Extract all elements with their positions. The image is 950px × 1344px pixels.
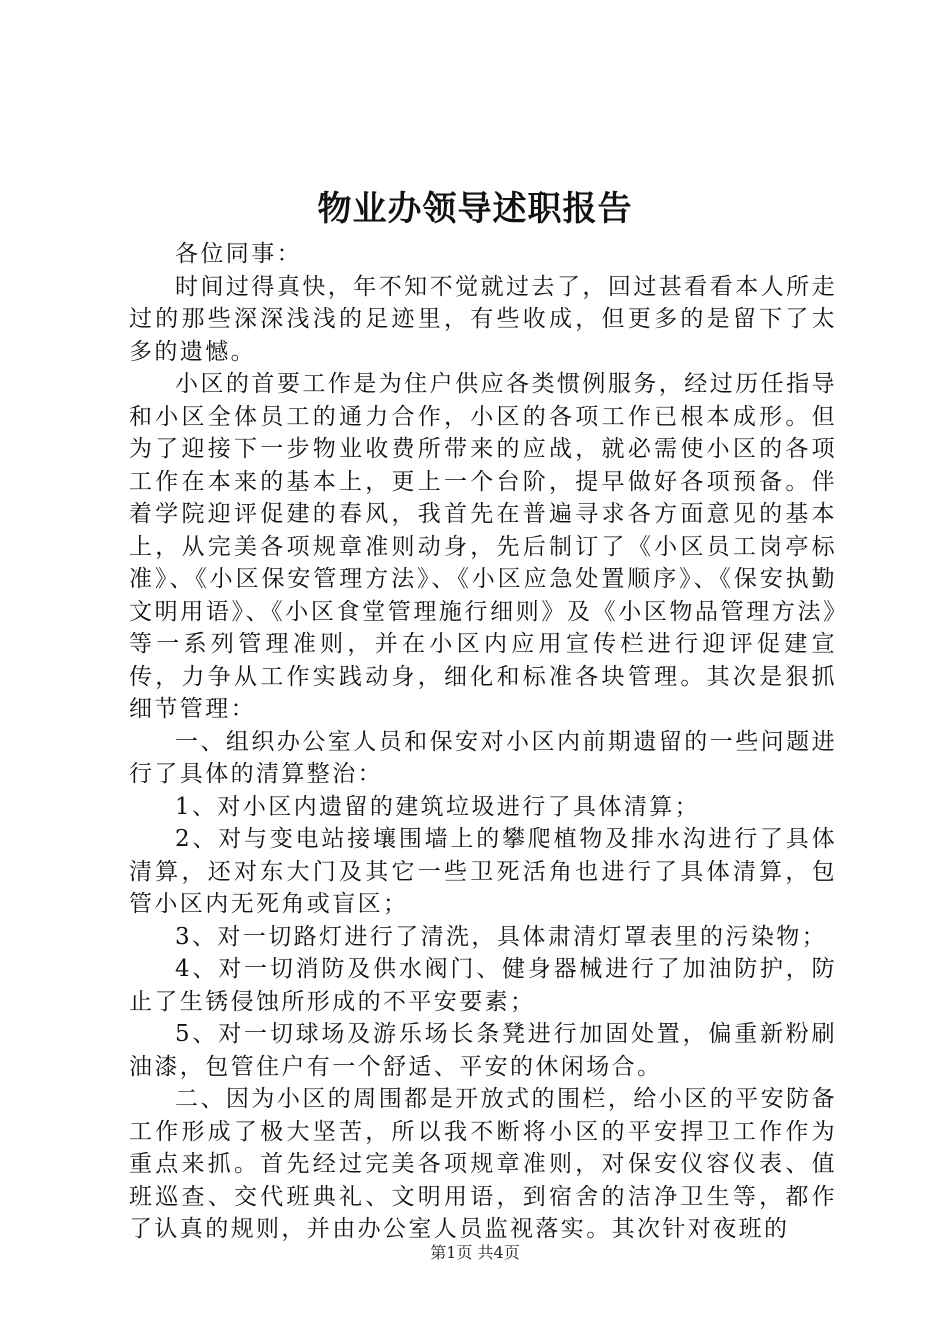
page-number-footer: 第1页 共4页 (430, 1243, 520, 1262)
list-item-1: 1、对小区内遗留的建筑垃圾进行了具体清算； (175, 793, 701, 820)
paragraph-intro: 时间过得真快，年不知不觉就过去了，回过甚看看本人所走过的那些深深浅浅的足迹里，有些收成，但更多的是留下了太多的遗憾。 (129, 273, 837, 365)
list-item-5: 5、对一切球场及游乐场长条凳进行加固处置，偏重新粉刷油漆，包管住户有一个舒适、平安的休闲场合。 (129, 1021, 837, 1080)
paragraph-main-work: 小区的首要工作是为住户供应各类惯例服务，经过历任指导和小区全体员工的通力合作，小区的各项工作已根本成形。但为了迎接下一步物业收费所带来的应战，就必需使小区的各项工作在本来的基本上，更上一个台阶，提早做好各项预备。伴着学院迎评促建的春风，我首先在普遍寻求各方面意见的基本上，从完美各项规章准则动身，先后制订了《小区员工岗亭标准》、《小区保安管理方法》、《小区应急处置顺序》、《保安执勤文明用语》、《小区食堂管理施行细则》及《小区物品管理方法》等一系列管理准则，并在小区内应用宣传栏进行迎评促建宣传，力争从工作实践动身，细化和标准各块管理。其次是狠抓细节管理： (129, 371, 837, 722)
list-item-2: 2、对与变电站接壤围墙上的攀爬植物及排水沟进行了具体清算，还对东大门及其它一些卫死活角也进行了具体清算，包管小区内无死角或盲区； (129, 826, 837, 917)
paragraph-section-one: 一、组织办公室人员和保安对小区内前期遗留的一些问题进行了具体的清算整治： (129, 728, 837, 787)
document-title: 物业办领导述职报告 (317, 189, 633, 229)
paragraph-greeting: 各位同事： (175, 241, 302, 267)
document-body (129, 238, 837, 1246)
paragraph-section-two: 二、因为小区的周围都是开放式的围栏，给小区的平安防备工作形成了极大坚苦，所以我不断将小区的平安捍卫工作作为重点来抓。首先经过完美各项规章准则，对保安仪容仪表、值班巡查、交代班典礼、文明用语，到宿舍的洁净卫生等，都作了认真的规则，并由办公室人员监视落实。其次针对夜班的 (129, 1086, 837, 1242)
list-item-3: 3、对一切路灯进行了清洗，具体肃清灯罩表里的污染物； (175, 923, 828, 950)
list-item-4: 4、对一切消防及供水阀门、健身器械进行了加油防护，防止了生锈侵蚀所形成的不平安要素； (129, 956, 837, 1015)
